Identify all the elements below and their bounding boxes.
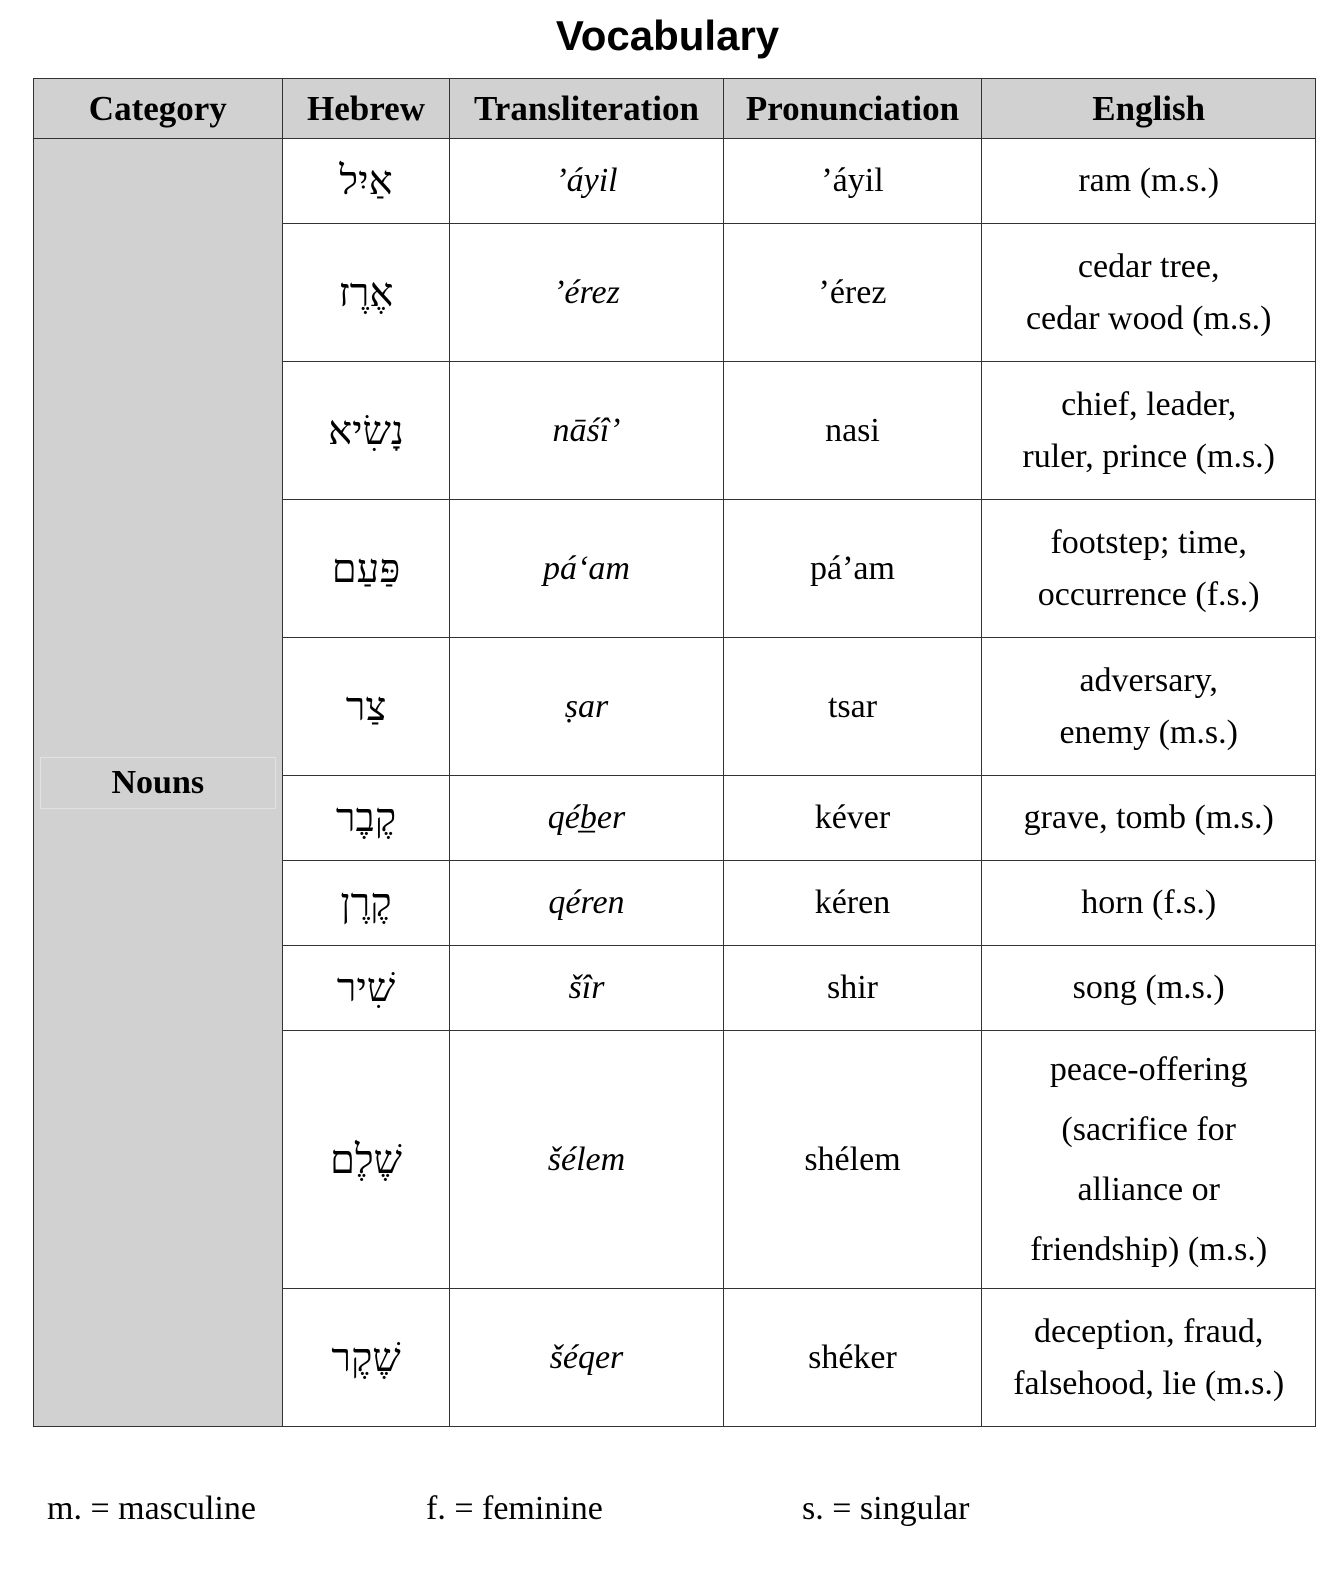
transliteration-cell: ʼáyil xyxy=(450,139,723,224)
english-cell xyxy=(982,776,1316,861)
english-cell xyxy=(982,139,1316,224)
header-category: Category xyxy=(34,79,283,139)
english-cell xyxy=(982,638,1316,776)
english-cell xyxy=(982,861,1316,946)
pronunciation-cell: nasi xyxy=(723,362,982,500)
legend-singular: s. = singular xyxy=(802,1490,970,1527)
english-line: occurrence (f.s.) xyxy=(1037,575,1260,613)
pronunciation-cell: shéker xyxy=(723,1289,982,1427)
pronunciation-cell: shir xyxy=(723,946,982,1031)
english-line: horn (f.s.) xyxy=(1081,884,1217,921)
english-line: adversary, xyxy=(1079,661,1218,699)
english-cell xyxy=(982,1289,1316,1427)
english-line: friendship) (m.s.) xyxy=(1030,1230,1268,1268)
transliteration-cell: šîr xyxy=(450,946,723,1031)
header-english: English xyxy=(982,79,1316,139)
hebrew-cell: שֶׁלֶם xyxy=(282,1031,450,1289)
hebrew-cell: שֶׁקֶר xyxy=(282,1289,450,1427)
transliteration-cell: ʼérez xyxy=(450,224,723,362)
english-line: alliance or xyxy=(1077,1170,1220,1208)
transliteration-cell: šéqer xyxy=(450,1289,723,1427)
header-row xyxy=(34,79,1316,139)
english-line: ruler, prince (m.s.) xyxy=(1022,437,1275,475)
english-line: chief, leader, xyxy=(1061,385,1237,423)
table-row xyxy=(34,139,1316,224)
english-line: deception, fraud, xyxy=(1034,1312,1264,1350)
transliteration-cell: páʻam xyxy=(450,500,723,638)
pronunciation-cell: ʼérez xyxy=(723,224,982,362)
english-line: song (m.s.) xyxy=(1072,969,1225,1006)
legend-feminine: f. = feminine xyxy=(426,1490,603,1527)
legend-masculine: m. = masculine xyxy=(47,1490,256,1527)
hebrew-cell: קֶבֶר xyxy=(282,776,450,861)
page-title: Vocabulary xyxy=(555,12,780,59)
english-cell xyxy=(982,362,1316,500)
english-line: cedar wood (m.s.) xyxy=(1025,299,1272,337)
transliteration-cell: qéren xyxy=(450,861,723,946)
english-line: ram (m.s.) xyxy=(1078,162,1220,199)
transliteration-cell: nāśîʼ xyxy=(450,362,723,500)
english-line: footstep; time, xyxy=(1050,523,1247,561)
table-body xyxy=(34,139,1316,1427)
transliteration-cell: ṣar xyxy=(450,638,723,776)
hebrew-cell: קֶרֶן xyxy=(282,861,450,946)
english-cell xyxy=(982,500,1316,638)
english-cell xyxy=(982,1031,1316,1289)
hebrew-cell: פַּעַם xyxy=(282,500,450,638)
hebrew-cell: שִׁיר xyxy=(282,946,450,1031)
english-line: falsehood, lie (m.s.) xyxy=(1013,1364,1285,1402)
english-line: (sacrifice for xyxy=(1061,1110,1236,1148)
vocabulary-table xyxy=(33,78,1316,1427)
hebrew-cell: נָשִׂיא xyxy=(282,362,450,500)
hebrew-cell: אַיִל xyxy=(282,139,450,224)
category-label: Nouns xyxy=(40,757,276,809)
hebrew-cell: צַר xyxy=(282,638,450,776)
english-line: grave, tomb (m.s.) xyxy=(1023,799,1274,836)
english-cell xyxy=(982,224,1316,362)
header-pronunciation: Pronunciation xyxy=(723,79,982,139)
pronunciation-cell: shélem xyxy=(723,1031,982,1289)
pronunciation-cell: kéren xyxy=(723,861,982,946)
english-line: enemy (m.s.) xyxy=(1059,713,1238,751)
english-cell xyxy=(982,946,1316,1031)
header-transliteration: Transliteration xyxy=(450,79,723,139)
hebrew-cell: אֶרֶז xyxy=(282,224,450,362)
pronunciation-cell: ʼáyil xyxy=(723,139,982,224)
category-cell xyxy=(34,139,283,1427)
pronunciation-cell: páʼam xyxy=(723,500,982,638)
transliteration-cell: qéb̲er xyxy=(450,776,723,861)
transliteration-cell: šélem xyxy=(450,1031,723,1289)
header-hebrew: Hebrew xyxy=(282,79,450,139)
pronunciation-cell: kéver xyxy=(723,776,982,861)
pronunciation-cell: tsar xyxy=(723,638,982,776)
english-line: cedar tree, xyxy=(1077,247,1220,285)
english-line: peace-offering xyxy=(1049,1050,1248,1088)
